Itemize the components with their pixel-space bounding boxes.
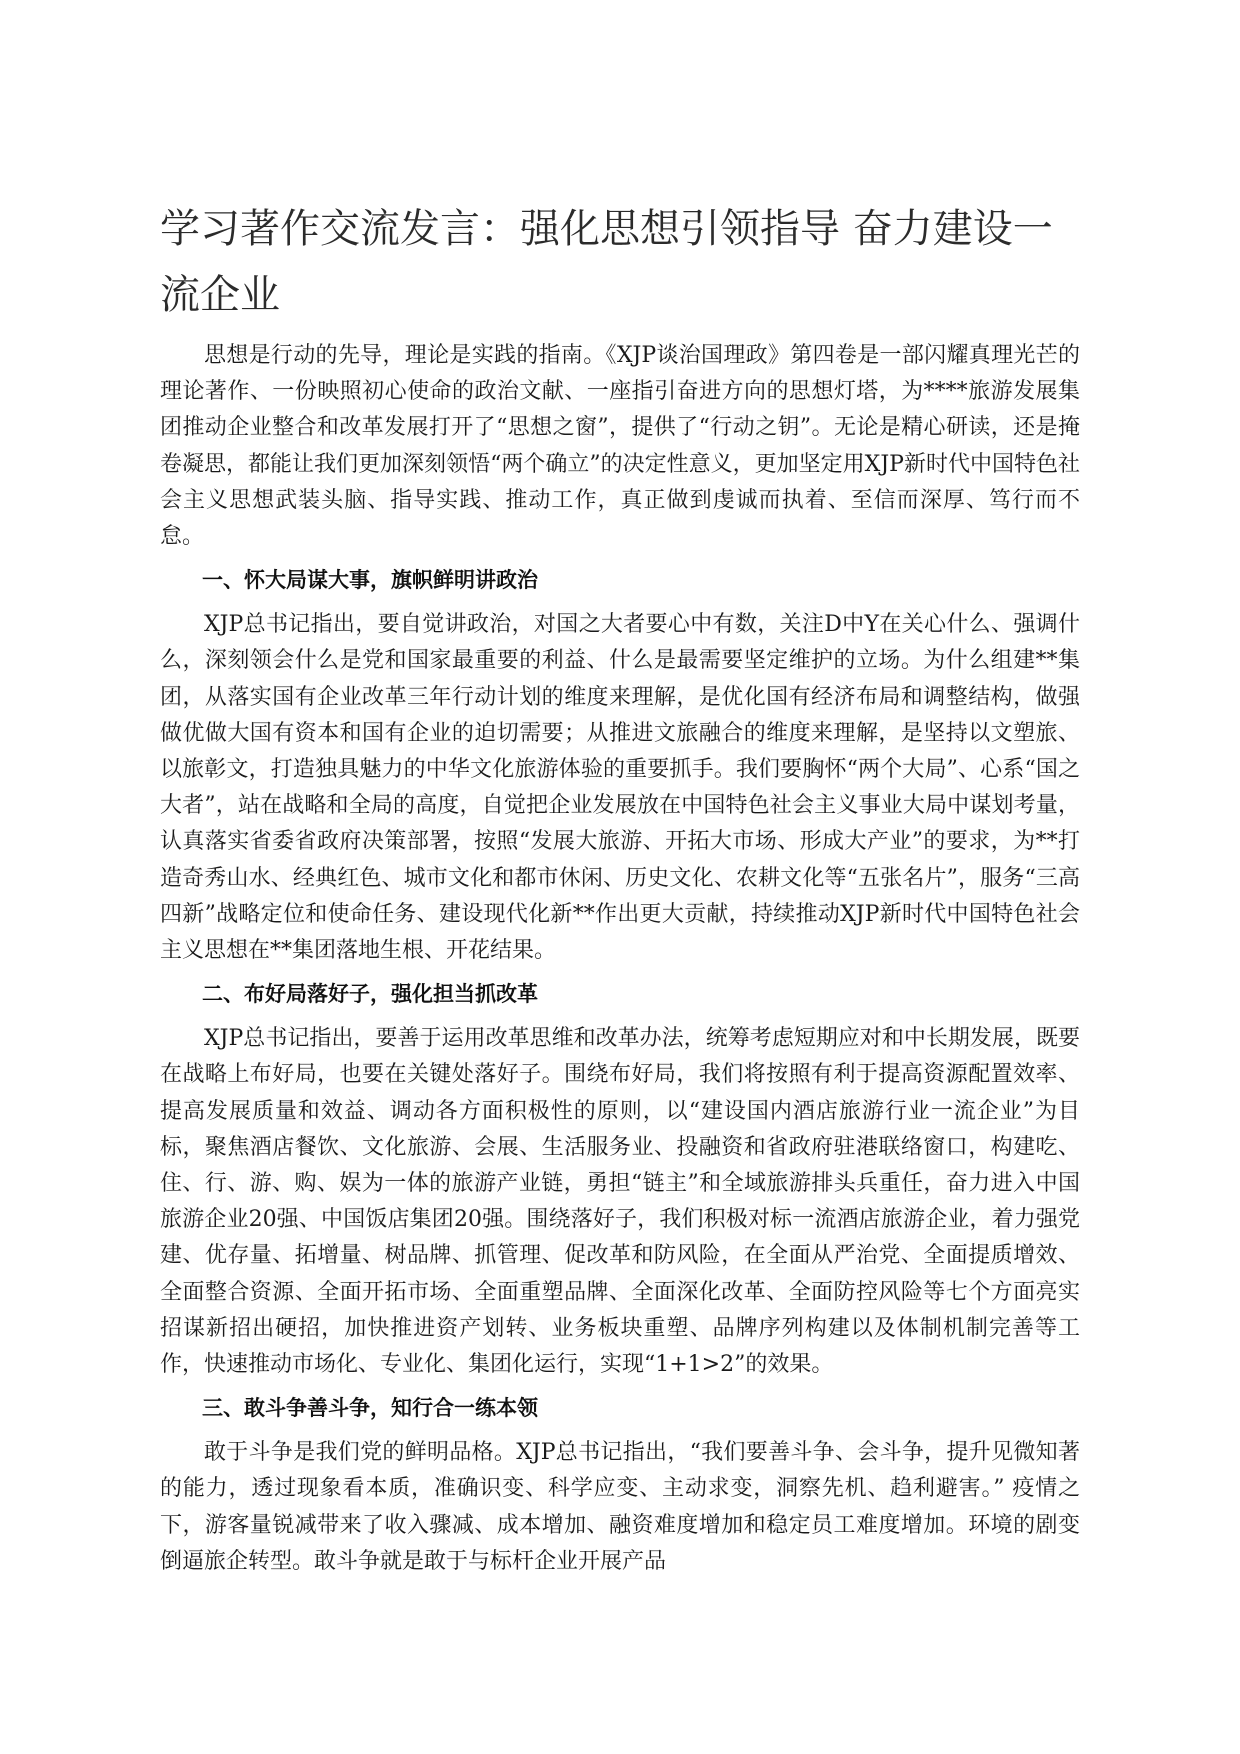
section-paragraph-2: XJP总书记指出，要善于运用改革思维和改革办法，统筹考虑短期应对和中长期发展，既要在战略上布好局，也要在关键处落好子。围绕布好局，我们将按照有利于提高资源配置效率、提高发展质量和效益、调动各方面积极性的原则，以“建设国内酒店旅游行业一流企业”为目标，聚焦酒店餐饮、文化旅游、会展、生活服务业、投融资和省政府驻港联络窗口，构建吃、住、行、游、购、娱为一体的旅游产业链，勇担“链主”和全域旅游排头兵重任，奋力进入中国旅游企业20强、中国饭店集团20强。围绕落好子，我们积极对标一流酒店旅游企业，着力强党建、优存量、拓增量、树品牌、抓管理、促改革和防风险，在全面从严治党、全面提质增效、全面整合资源、全面开拓市场、全面重塑品牌、全面深化改革、全面防控风险等七个方面亮实招谋新招出硬招，加快推进资产划转、业务板块重塑、品牌序列构建以及体制机制完善等工作，快速推动市场化、专业化、集团化运行，实现“1+1>2”的效果。 xyxy=(160,1026,1080,1378)
section-heading-3: 三、敢斗争善斗争，知行合一练本领 xyxy=(202,1395,538,1421)
document-body xyxy=(160,338,1080,1580)
intro-paragraph: 思想是行动的先导，理论是实践的指南。《XJP谈治国理政》第四卷是一部闪耀真理光芒的理论著作、一份映照初心使命的政治文献、一座指引奋进方向的思想灯塔，为****旅游发展集团推动企业整合和改革发展打开了“思想之窗”，提供了“行动之钥”。无论是精心研读，还是掩卷凝思，都能让我们更加深刻领悟“两个确立”的决定性意义，更加坚定用XJP新时代中国特色社会主义思想武装头脑、指导实践、推动工作，真正做到虔诚而执着、至信而深厚、笃行而不怠。 xyxy=(160,343,1080,550)
document-title: 学习著作交流发言：强化思想引领指导 奋力建设一流企业 xyxy=(160,206,1053,318)
section-paragraph-1: XJP总书记指出，要自觉讲政治，对国之大者要心中有数，关注D中Y在关心什么、强调什么，深刻领会什么是党和国家最重要的利益、什么是最需要坚定维护的立场。为什么组建**集团，从落实国有企业改革三年行动计划的维度来理解，是优化国有经济布局和调整结构，做强做优做大国有资本和国有企业的迫切需要；从推进文旅融合的维度来理解，是坚持以文塑旅、以旅彰文，打造独具魅力的中华文化旅游体验的重要抓手。我们要胸怀“两个大局”、心系“国之大者”，站在战略和全局的高度，自觉把企业发展放在中国特色社会主义事业大局中谋划考量，认真落实省委省政府决策部署，按照“发展大旅游、开拓大市场、形成大产业”的要求，为**打造奇秀山水、经典红色、城市文化和都市休闲、历史文化、农耕文化等“五张名片”，服务“三高四新”战略定位和使命任务、建设现代化新**作出更大贡献，持续推动XJP新时代中国特色社会主义思想在**集团落地生根、开花结果。 xyxy=(160,612,1080,964)
section-paragraph-3: 敢于斗争是我们党的鲜明品格。XJP总书记指出，“我们要善斗争、会斗争，提升见微知著的能力，透过现象看本质，准确识变、科学应变、主动求变，洞察先机、趋利避害。” 疫情之下，游客量锐减带来了收入骤减、成本增加、融资难度增加和稳定员工难度增加。环境的剧变倒逼旅企转型。敢斗争就是敢于与标杆企业开展产品 xyxy=(160,1440,1080,1574)
section-heading-2: 二、布好局落好子，强化担当抓改革 xyxy=(202,981,538,1007)
section-heading-1: 一、怀大局谋大事，旗帜鲜明讲政治 xyxy=(202,567,538,593)
